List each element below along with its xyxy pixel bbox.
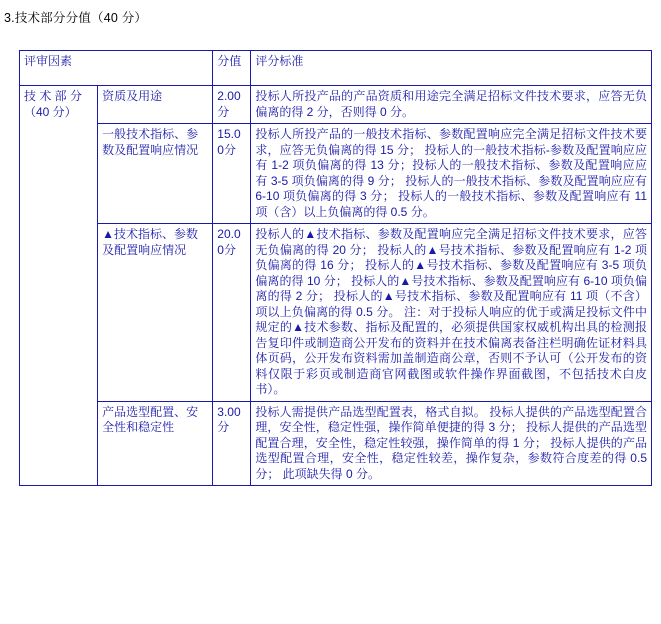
score-value: 15.00分 xyxy=(213,124,251,224)
sub-factor-label: 产品选型配置、安全性和稳定性 xyxy=(98,401,213,486)
header-cell-criteria: 评分标准 xyxy=(251,51,652,86)
criteria-text: 投标人所投产品的产品资质和用途完全满足招标文件技术要求，应答无负偏离的得 2 分，否则得 0 分。 xyxy=(251,86,652,124)
table-header-row xyxy=(20,51,652,86)
table-row xyxy=(20,124,652,224)
table-row xyxy=(20,224,652,402)
criteria-text: 投标人需提供产品选型配置表，格式自拟。 投标人提供的产品选型配置合理，安全性，稳定性强，操作简单便捷的得 3 分； 投标人提供的产品选型配置合理，安全性，稳定性较强，操作简单的得 1 分； 投标人提供的产品选型配置合理，安全性，稳定性较差，操作复杂，参数符合度差的得 0.5 分； 此项缺失得 0 分。 xyxy=(251,401,652,486)
scoring-criteria-table xyxy=(19,50,652,486)
header-cell-factor: 评审因素 xyxy=(20,51,213,86)
table-row xyxy=(20,401,652,486)
criteria-text: 投标人的▲技术指标、参数及配置响应完全满足招标文件技术要求，应答无负偏离的得 20 分； 投标人的▲号技术指标、参数及配置响应有 1-2 项负偏离的得 16 分； 投标人的▲号技术指标、参数及配置响应有 3-5 项负偏离的得 10 分； 投标人的▲号技术指标、参数及配置响应有 6-10 项负偏离的得 2 分； 投标人的▲号技术指标、参数及配置响应有 11 项（不含）项以上负偏离的得 0.5 分。 注：对于投标人响应的优于或满足投标文件中规定的▲技术参数、指标及配置的，必须提供国家权威机构出具的检测报告复印件或制造商公开发布的资料并在技术偏离表备注栏明确佐证材料具体页码，公开发布资料需加盖制造商公章，否则不予认可（公开发布的资料仅限于彩页或制造商官网截图或软件操作界面截图，不包括技术白皮书）。 xyxy=(251,224,652,402)
sub-factor-label: 一般技术指标、参数及配置响应情况 xyxy=(98,124,213,224)
page-title: 3.技术部分分值（40 分） xyxy=(4,11,148,25)
score-value: 3.00分 xyxy=(213,401,251,486)
sub-factor-label: 资质及用途 xyxy=(98,86,213,124)
score-value: 20.00分 xyxy=(213,224,251,402)
header-cell-score: 分值 xyxy=(213,51,251,86)
factor-cell-technical: 技 术 部 分（40 分） xyxy=(20,86,98,486)
sub-factor-label: ▲技术指标、参数及配置响应情况 xyxy=(98,224,213,402)
score-value: 2.00分 xyxy=(213,86,251,124)
table-row xyxy=(20,86,652,124)
criteria-text: 投标人所投产品的一般技术指标、参数配置响应完全满足招标文件技术要求，应答无负偏离的得 15 分； 投标人的一般技术指标-参数及配置响应应有 1-2 项负偏离的得 13 分；投标人的一般技术指标、参数及配置响应应有 3-5 项负偏离的得 9 分； 投标人的一般技术指标、参数及配置响应应有 6-10 项负偏离的得 3 分； 投标人的一般技术指标、参数及配置响应有 11 项（含）以上负偏离的得 0.5 分。 xyxy=(251,124,652,224)
